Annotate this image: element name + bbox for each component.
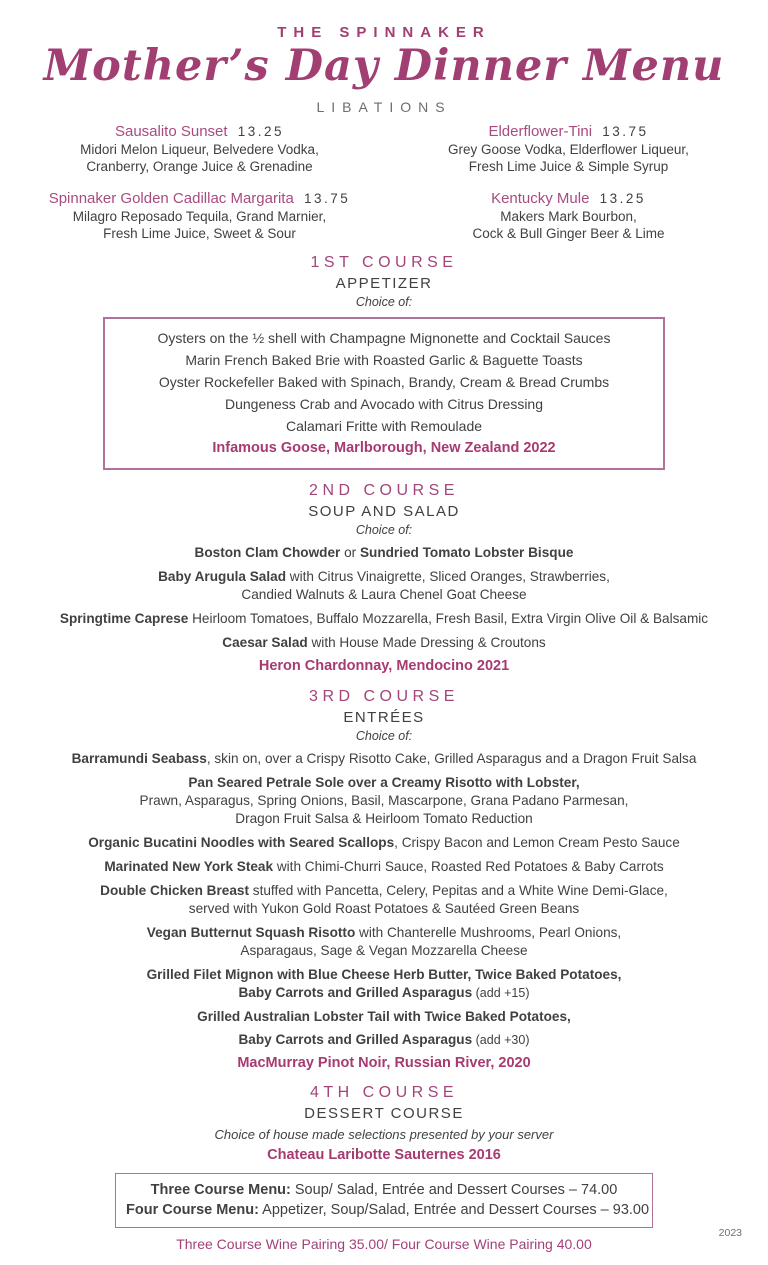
course-2-heading: 2ND COURSE: [309, 482, 459, 500]
menu-item-line: [0, 774, 768, 792]
text-segment: with Chanterelle Mushrooms, Pearl Onions,: [355, 925, 622, 941]
text-segment: Soup/ Salad, Entrée and Dessert Courses – 74.00: [290, 1182, 618, 1199]
menu-item-line: [0, 750, 768, 768]
menu-item: [0, 774, 768, 828]
cocktail-price: 13.25: [237, 124, 285, 140]
course-3-heading: 3RD COURSE: [309, 688, 459, 706]
text-segment: Springtime Caprese: [59, 611, 189, 627]
course-3-choice-label: Choice of:: [355, 729, 413, 744]
appetizer-item: Oyster Rockefeller Baked with Spinach, Brandy, Cream & Bread Crumbs: [158, 374, 610, 391]
course-1-choice-label: Choice of:: [355, 295, 413, 310]
menu-item-line: [0, 924, 768, 942]
text-segment: Barramundi Seabass: [71, 751, 207, 767]
text-segment: Four Course Menu:: [126, 1202, 259, 1219]
pricing-line-three-course: [126, 1180, 642, 1200]
text-segment: Organic Bucatini Noodles with Seared Scallops: [88, 835, 395, 851]
menu-item-line: [0, 634, 768, 652]
text-segment: with House Made Dressing & Croutons: [307, 635, 546, 651]
text-segment: Caesar Salad: [222, 635, 308, 651]
menu-header: [0, 24, 768, 115]
menu-item: [0, 882, 768, 918]
cocktail-title: [28, 190, 371, 208]
menu-item-line: [0, 610, 768, 628]
libations-section: [28, 123, 740, 242]
menu-item-line: [0, 568, 768, 586]
course-1-subheading: APPETIZER: [335, 275, 433, 293]
cocktail-sausalito-sunset: [28, 123, 371, 175]
course-4-subheading: DESSERT COURSE: [304, 1105, 464, 1123]
appetizer-item: Dungeness Crab and Avocado with Citrus Dressing: [224, 396, 544, 413]
text-segment: Appetizer, Soup/Salad, Entrée and Dessert Courses – 93.00: [258, 1202, 650, 1219]
menu-item-line: [0, 942, 768, 960]
text-segment: with Citrus Vinaigrette, Sliced Oranges, Strawberries,: [286, 569, 610, 585]
menu-item: [0, 966, 768, 1002]
menu-item: [0, 568, 768, 604]
text-segment: , Crispy Bacon and Lemon Cream Pesto Sauce: [394, 835, 680, 851]
restaurant-name: THE SPINNAKER: [277, 24, 491, 41]
wine-pairing-prices: Three Course Wine Pairing 35.00/ Four Course Wine Pairing 40.00: [176, 1236, 592, 1253]
text-segment: Sundried Tomato Lobster Bisque: [359, 545, 574, 561]
menu-item-line: [0, 810, 768, 828]
cocktail-kentucky-mule: [397, 190, 740, 242]
menu-item: [0, 544, 768, 562]
course-2-wine-pairing: Heron Chardonnay, Mendocino 2021: [258, 658, 510, 675]
menu-item-line: [0, 586, 768, 604]
text-segment: served with Yukon Gold Roast Potatoes & Sautéed Green Beans: [188, 901, 580, 917]
menu-item: [0, 1008, 768, 1049]
cocktail-description-line: Makers Mark Bourbon,: [500, 209, 637, 225]
text-segment: stuffed with Pancetta, Celery, Pepitas and a White Wine Demi-Glace,: [249, 883, 668, 899]
menu-year: 2023: [718, 1227, 742, 1239]
course-2-items: [0, 544, 768, 652]
cocktail-description-line: Cock & Bull Ginger Beer & Lime: [472, 226, 665, 242]
appetizer-item: Oysters on the ½ shell with Champagne Mignonette and Cocktail Sauces: [157, 330, 611, 347]
course-2-section: [0, 482, 768, 674]
menu-item-line: [0, 858, 768, 876]
menu-item: [0, 834, 768, 852]
course-4-heading: 4TH COURSE: [309, 1084, 459, 1102]
course-2-subheading: SOUP AND SALAD: [308, 503, 460, 521]
course-3-wine-pairing: MacMurray Pinot Noir, Russian River, 2020: [237, 1055, 531, 1072]
course-1-wine-pairing: Infamous Goose, Marlborough, New Zealand 2022: [212, 440, 556, 457]
menu-item-line: [0, 1008, 768, 1026]
cocktail-golden-cadillac-margarita: [28, 190, 371, 242]
text-segment: with Chimi-Churri Sauce, Roasted Red Potatoes & Baby Carrots: [273, 859, 664, 875]
menu-item-line: [0, 900, 768, 918]
text-segment: Dragon Fruit Salsa & Heirloom Tomato Reduction: [235, 811, 533, 827]
cocktail-description-line: Grey Goose Vodka, Elderflower Liqueur,: [448, 142, 689, 158]
text-segment: Baby Arugula Salad: [158, 569, 287, 585]
menu-item-line: [0, 834, 768, 852]
cocktail-name: Kentucky Mule: [491, 190, 590, 208]
text-segment: or: [340, 545, 360, 561]
cocktail-title: [397, 123, 740, 141]
cocktail-name: Elderflower-Tini: [488, 123, 593, 141]
course-4-section: [0, 1084, 768, 1163]
course-1-section: [0, 254, 768, 470]
cocktail-description-line: Cranberry, Orange Juice & Grenadine: [86, 159, 313, 175]
text-segment: Pan Seared Petrale Sole over a Creamy Risotto with Lobster,: [188, 775, 580, 791]
text-segment: , skin on, over a Crispy Risotto Cake, Grilled Asparagus and a Dragon Fruit Salsa: [206, 751, 697, 767]
text-segment: Boston Clam Chowder: [194, 545, 341, 561]
text-segment: Marinated New York Steak: [104, 859, 274, 875]
cocktail-description-line: Midori Melon Liqueur, Belvedere Vodka,: [80, 142, 319, 158]
appetizer-item: Marin French Baked Brie with Roasted Garlic & Baguette Toasts: [185, 352, 583, 369]
pricing-line-four-course: [126, 1200, 650, 1220]
cocktail-price: 13.25: [599, 191, 646, 207]
menu-item: [0, 858, 768, 876]
text-segment: Baby Carrots and Grilled Asparagus: [238, 1032, 473, 1048]
cocktail-description-line: Fresh Lime Juice, Sweet & Sour: [103, 226, 296, 242]
cocktail-description-line: Fresh Lime Juice & Simple Syrup: [468, 159, 669, 175]
libations-heading: LIBATIONS: [316, 99, 452, 116]
text-segment: Heirloom Tomatoes, Buffalo Mozzarella, Fresh Basil, Extra Virgin Olive Oil & Balsamic: [188, 611, 709, 627]
text-segment: Asparagaus, Sage & Vegan Mozzarella Cheese: [240, 943, 528, 959]
course-2-choice-label: Choice of:: [355, 523, 413, 538]
cocktail-price: 13.75: [602, 124, 649, 140]
text-segment: Grilled Australian Lobster Tail with Twice Baked Potatoes,: [197, 1009, 571, 1025]
menu-item-line: [0, 1031, 768, 1049]
text-segment: (add +15): [472, 986, 530, 1001]
page-title: Mother’s Day Dinner Menu: [43, 41, 725, 91]
menu-item-line: [0, 792, 768, 810]
text-segment: Prawn, Asparagus, Spring Onions, Basil, Mascarpone, Grana Padano Parmesan,: [139, 793, 629, 809]
cocktail-title: [28, 123, 371, 141]
pricing-box: [115, 1173, 653, 1228]
course-3-subheading: ENTRÉES: [343, 709, 425, 727]
menu-item-line: [0, 882, 768, 900]
course-1-heading: 1ST COURSE: [310, 254, 458, 272]
cocktail-price: 13.75: [304, 191, 351, 207]
course-3-section: [0, 688, 768, 1071]
menu-item-line: [0, 544, 768, 562]
cocktail-name: Spinnaker Golden Cadillac Margarita: [48, 190, 294, 208]
menu-item: [0, 924, 768, 960]
cocktail-name: Sausalito Sunset: [114, 123, 228, 141]
menu-item-line: [0, 984, 768, 1002]
cocktail-description-line: Milagro Reposado Tequila, Grand Marnier,: [72, 209, 327, 225]
menu-item: [0, 634, 768, 652]
cocktail-elderflower-tini: [397, 123, 740, 175]
menu-item: [0, 750, 768, 768]
menu-item: [0, 610, 768, 628]
text-segment: Three Course Menu:: [150, 1182, 291, 1199]
text-segment: (add +30): [472, 1033, 530, 1048]
cocktail-title: [397, 190, 740, 208]
text-segment: Vegan Butternut Squash Risotto: [146, 925, 356, 941]
text-segment: Candied Walnuts & Laura Chenel Goat Cheese: [241, 587, 527, 603]
appetizer-item: Calamari Fritte with Remoulade: [285, 418, 483, 435]
course-4-wine-pairing: Chateau Laribotte Sauternes 2016: [267, 1147, 501, 1164]
course-4-choice-label: Choice of house made selections presented by your server: [214, 1127, 554, 1143]
appetizer-box: [103, 317, 665, 470]
text-segment: Double Chicken Breast: [100, 883, 249, 899]
course-3-items: [0, 750, 768, 1049]
menu-item-line: [0, 966, 768, 984]
text-segment: Grilled Filet Mignon with Blue Cheese Herb Butter, Twice Baked Potatoes,: [146, 967, 622, 983]
text-segment: Baby Carrots and Grilled Asparagus: [238, 985, 473, 1001]
